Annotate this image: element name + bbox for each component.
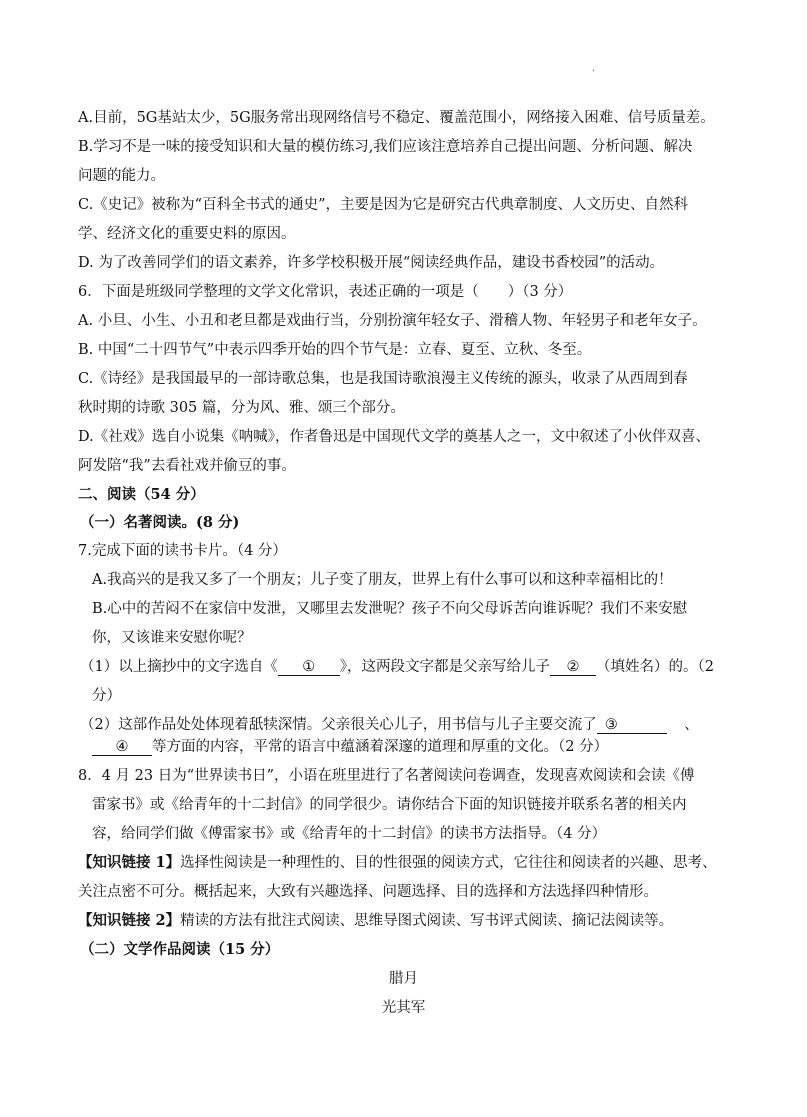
knowledge-link-1-text: 选择性阅读是一种理性的、目的性很强的阅读方式，它往往和阅读者的兴趣、思考、 bbox=[180, 855, 717, 871]
q5-option-a: A.目前，5G基站太少，5G服务常出现网络信号不稳定、覆盖范围小，网络接入困难、信号质量差。 bbox=[78, 110, 715, 126]
q5-option-c-line1: C.《史记》被称为“百科全书式的通史”，主要是因为它是研究古代典章制度、人文历史、自然科 bbox=[78, 197, 689, 213]
q7-blank-3[interactable] bbox=[597, 717, 667, 734]
q7-sub2-line1 bbox=[80, 715, 699, 735]
article-title: 腊月 bbox=[389, 971, 418, 987]
blank-4-marker: ④ bbox=[115, 739, 129, 755]
q6-option-c-line2: 秋时期的诗歌 305 篇，分为风、雅、颂三个部分。 bbox=[78, 400, 405, 416]
q7-quote-a: A.我高兴的是我又多了一个朋友；儿子变了朋友，世界上有什么事可以和这种幸福相比的！ bbox=[92, 572, 673, 588]
part-1-heading: （一）名著阅读。(8 分) bbox=[80, 514, 240, 531]
q6-stem: 6．下面是班级同学整理的文学文化常识，表述正确的一项是（ ）（3 分） bbox=[78, 284, 573, 300]
q7-blank-1[interactable] bbox=[278, 659, 340, 676]
page-mark: · bbox=[592, 66, 596, 77]
knowledge-link-2 bbox=[78, 911, 673, 931]
blank-3-marker: ③ bbox=[604, 717, 618, 733]
q6-option-c-line1: C.《诗经》是我国最早的一部诗歌总集，也是我国诗歌浪漫主义传统的源头，收录了从西周到春 bbox=[78, 371, 688, 387]
q7-quote-b-line2: 你，又该谁来安慰你呢？ bbox=[92, 630, 252, 646]
q7-blank-4[interactable] bbox=[92, 739, 152, 756]
q6-option-a: A. 小旦、小生、小丑和老旦都是戏曲行当，分别扮演年轻女子、滑稽人物、年轻男子和老年女子。 bbox=[78, 313, 707, 329]
knowledge-link-1-cont: 关注点密不可分。概括起来，大致有兴趣选择、问题选择、目的选择和方法选择四种情形。 bbox=[78, 884, 658, 900]
q7-quote-b-line1: B.心中的苦闷不在家信中发泄，又哪里去发泄呢？孩子不向父母诉苦向谁诉呢？我们不来安慰 bbox=[92, 601, 688, 617]
q7-blank-2[interactable] bbox=[550, 659, 596, 676]
knowledge-link-2-label: 【知识链接 2】 bbox=[78, 912, 181, 929]
q7-sub2-separator: 、 bbox=[684, 717, 699, 733]
q7-sub1 bbox=[80, 657, 714, 677]
knowledge-link-2-text: 精读的方法有批注式阅读、思维导图式阅读、写书评式阅读、摘记法阅读等。 bbox=[180, 913, 674, 929]
q7-sub1-prefix: （1）以上摘抄中的文字选自《 bbox=[80, 659, 278, 675]
q6-option-d-line2: 阿发陪“我”去看社戏并偷豆的事。 bbox=[78, 458, 296, 474]
q7-sub1-suffix: （填姓名）的。（2 bbox=[595, 659, 714, 675]
blank-1-marker: ① bbox=[302, 659, 316, 675]
q6-option-d-line1: D.《社戏》选自小说集《呐喊》，作者鲁迅是中国现代文学的奠基人之一，文中叙述了小伙伴双喜、 bbox=[78, 429, 710, 445]
q7-sub1-middle: 》，这两段文字都是父亲写给儿子 bbox=[339, 659, 550, 675]
q5-option-b-line2: 问题的能力。 bbox=[78, 168, 165, 184]
article-author: 光其军 bbox=[381, 1000, 426, 1016]
q5-option-b-line1: B.学习不是一味的接受知识和大量的模仿练习,我们应该注意培养自己提出问题、分析问题、解决 bbox=[78, 139, 693, 155]
q8-line1: 8．4 月 23 日为“世界读书日”，小语在班里进行了名著阅读问卷调查，发现喜欢阅读和会读《傅 bbox=[78, 768, 695, 784]
q5-option-c-line2: 学、经济文化的重要史料的原因。 bbox=[78, 226, 296, 242]
q7-sub2-line2 bbox=[92, 737, 608, 757]
blank-2-marker: ② bbox=[566, 659, 580, 675]
section-2-heading: 二、阅读（54 分） bbox=[78, 486, 205, 503]
part-2-heading: （二）文学作品阅读（15 分） bbox=[80, 941, 280, 958]
knowledge-link-1-label: 【知识链接 1】 bbox=[78, 854, 181, 871]
q8-line3: 容，给同学们做《傅雷家书》或《给青年的十二封信》的读书方法指导。（4 分） bbox=[92, 826, 607, 842]
q7-sub1-cont: 分） bbox=[92, 688, 121, 704]
q5-option-d: D. 为了改善同学们的语文素养，许多学校积极开展“阅读经典作品，建设书香校园”的活动。 bbox=[78, 255, 665, 271]
q8-line2: 雷家书》或《给青年的十二封信》的同学很少。请你结合下面的知识链接并联系名著的相关内 bbox=[92, 797, 687, 813]
q6-option-b: B. 中国“二十四节气”中表示四季开始的四个节气是：立春、夏至、立秋、冬至。 bbox=[78, 342, 592, 358]
q7-sub2-suffix: 等方面的内容，平常的语言中蕴涵着深邃的道理和厚重的文化。（2 分） bbox=[152, 739, 609, 755]
q7-sub2-prefix: （2）这部作品处处体现着舐犊深情。父亲很关心儿子，用书信与儿子主要交流了 bbox=[80, 717, 597, 733]
knowledge-link-1 bbox=[78, 853, 717, 873]
q7-stem: 7.完成下面的读书卡片。（4 分） bbox=[78, 543, 287, 559]
